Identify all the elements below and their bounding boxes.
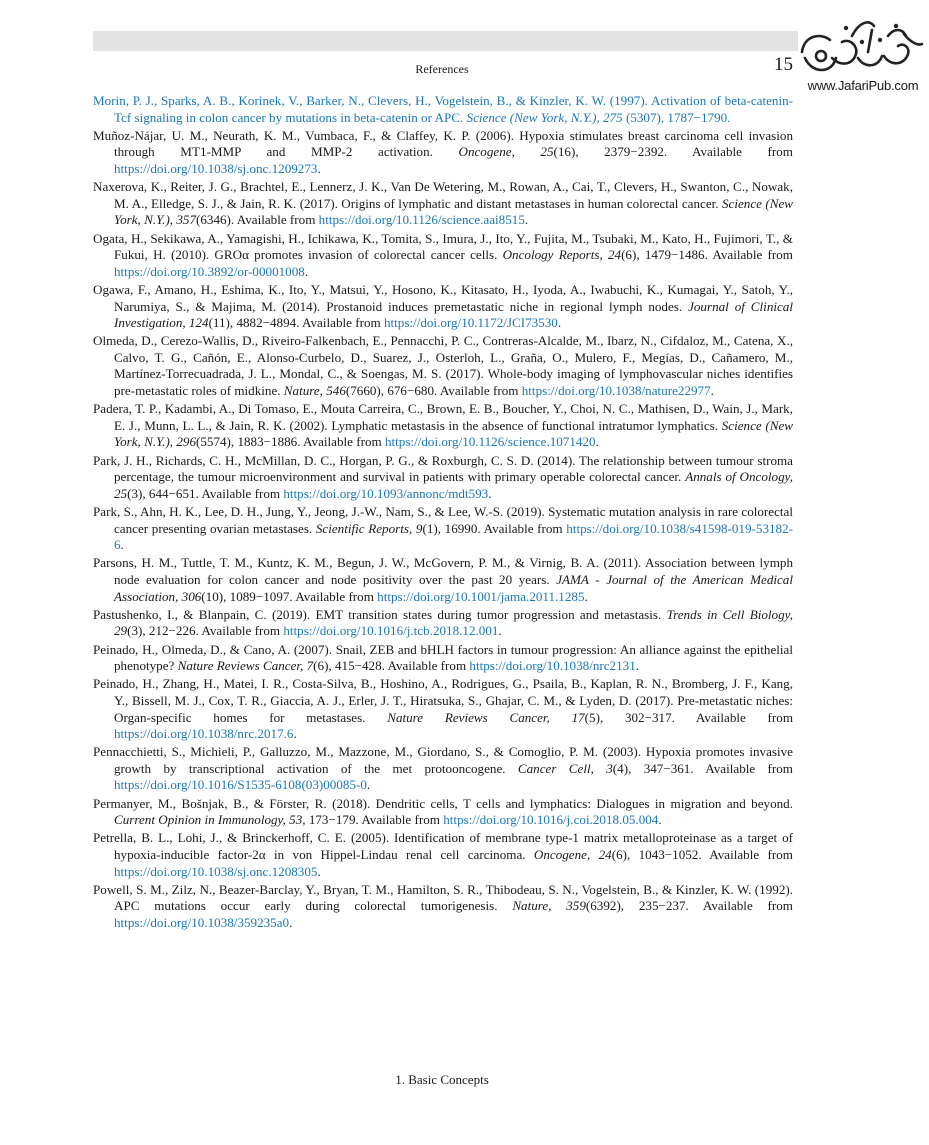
reference-authors: Muñoz-Nájar, U. M., Neurath, K. M., Vumbaca, F., & Claffey, K. P. (2006). Hypoxia stimulates breast carcinoma cell invasion through MT1-MMP and MMP-2 activation. <box>93 127 793 160</box>
reference-authors: Morin, P. J., Sparks, A. B., Korinek, V., Barker, N., Clevers, H., Vogelstein, B., & Kinzler, K. W. (1997). Activation of beta-catenin-Tcf signaling in colon cancer by mutations in beta-catenin or APC. <box>93 93 793 125</box>
page-number: 15 <box>774 54 793 75</box>
reference-doi-link[interactable]: https://doi.org/10.1038/nrc2131 <box>469 658 636 674</box>
reference-doi-link[interactable]: https://doi.org/10.1016/S1535-6108(03)00085-0 <box>114 777 367 793</box>
reference-entry: Pastushenko, I., & Blanpain, C. (2019). EMT transition states during tumor progression and metastasis. Trends in Cell Biology, 29(3), 212−226. Available from https://doi.org/10.1016/j.tcb.2018.12.001. <box>93 606 793 639</box>
reference-doi-link[interactable]: https://doi.org/10.1038/nrc.2017.6 <box>114 726 294 742</box>
reference-journal: Oncology Reports, 24 <box>502 247 622 263</box>
reference-doi-link[interactable]: https://doi.org/10.1038/s41598-019-53182-6 <box>114 520 793 553</box>
reference-authors: Permanyer, M., Bošnjak, B., & Förster, R. (2018). Dendritic cells, T cells and lymphatics: Dialogues in migration and beyond. <box>93 795 793 811</box>
reference-authors: Powell, S. M., Zilz, N., Beazer-Barclay, Y., Bryan, T. M., Hamilton, S. R., Thibodeau, S. N., Vogelstein, B., & Kinzler, K. W. (1992). APC mutations occur early during colorectal tumorigenesis. <box>93 881 793 914</box>
reference-entry: Parsons, H. M., Tuttle, T. M., Kuntz, K. M., Begun, J. W., McGovern, P. M., & Virnig, B. A. (2011). Association between lymph node evaluation for colon cancer and node positivity over the past 20 years. JAMA - Journal of the American Medical Association, 306(10), 1089−1097. Available from https://doi.org/10.1001/jama.2011.1285. <box>93 555 793 604</box>
reference-journal: Science (New York, N.Y.), 357 <box>114 195 794 228</box>
reference-journal: Nature Reviews Cancer, 17 <box>387 709 585 725</box>
reference-doi-link[interactable]: https://doi.org/10.1016/j.coi.2018.05.004 <box>443 812 659 828</box>
reference-journal: Science (New York, N.Y.), 296 <box>114 417 793 450</box>
reference-journal: Trends in Cell Biology, 29 <box>114 606 793 639</box>
running-title: References <box>415 62 469 76</box>
reference-entry: Peinado, H., Zhang, H., Matei, I. R., Costa-Silva, B., Hoshino, A., Rodrigues, G., Psaila, B., Kaplan, R. N., Bromberg, J. F., Kang, Y., Bissell, M. J., Cox, T. R., Giaccia, A. J., Erler, J. T., Hiratsuka, S., Ghajar, C. M., & Lyden, D. (2017). Pre-metastatic niches: Organ-specific homes for metastases. Nature Reviews Cancer, 17(5), 302−317. Available from https://doi.org/10.1038/nrc.2017.6. <box>93 676 794 742</box>
reference-authors: Padera, T. P., Kadambi, A., Di Tomaso, E., Mouta Carreira, C., Brown, E. B., Boucher, Y., Choi, N. C., Mathisen, D., Wain, J., Mark, E. J., Munn, L. L., & Jain, R. K. (2002). Lymphatic metastasis in the absence of functional intratumor lymphatics. <box>93 401 793 433</box>
reference-details: (1), 16990. Available from <box>422 520 567 536</box>
reference-doi-link[interactable]: https://doi.org/10.1038/sj.onc.1209273 <box>114 160 318 176</box>
reference-authors: Naxerova, K., Reiter, J. G., Brachtel, E., Lennerz, J. K., Van De Wetering, M., Rowan, A., Cai, T., Clevers, H., Swanton, C., Nowak, M. A., Elledge, S. J., & Jain, R. K. (2017). Origins of lymphatic and distant metastases in human colorectal cancer. <box>93 179 793 211</box>
reference-doi-link[interactable]: https://doi.org/10.1038/nature22977 <box>521 383 711 399</box>
reference-entry: Padera, T. P., Kadambi, A., Di Tomaso, E., Mouta Carreira, C., Brown, E. B., Boucher, Y., Choi, N. C., Mathisen, D., Wain, J., Mark, E. J., Munn, L. L., & Jain, R. K. (2002). Lymphatic metastasis in the absence of functional intratumor lymphatics. Science (New York, N.Y.), 296(5574), 1883−1886. Available from https://doi.org/10.1126/science.1071420. <box>93 401 793 450</box>
reference-authors: Ogata, H., Sekikawa, A., Yamagishi, H., Ichikawa, K., Tomita, S., Imura, J., Ito, Y., Fujita, M., Tsubaki, M., Kato, H., Fujimori, T., & Fukui, H. (2010). GROα promotes invasion of colorectal cancer cells. <box>93 230 793 263</box>
reference-entry: Pennacchietti, S., Michieli, P., Galluzzo, M., Mazzone, M., Giordano, S., & Comoglio, P. M. (2003). Hypoxia promotes invasive growth by transcriptional activation of the met protooncogene. Cancer Cell, 3(4), 347−361. Available from https://doi.org/10.1016/S1535-6108(03)00085-0. <box>93 744 793 793</box>
reference-details: (10), 1089−1097. Available from <box>201 588 378 604</box>
reference-doi-link[interactable]: https://doi.org/10.1172/JCI73530 <box>383 315 558 331</box>
reference-journal: Nature Reviews Cancer, 7 <box>177 658 314 674</box>
reference-details: (3), 212−226. Available from <box>127 623 284 639</box>
header-bar <box>93 31 798 51</box>
reference-journal: JAMA - Journal of the American Medical Association, 306 <box>114 571 793 604</box>
reference-details: (4), 347−361. Available from <box>612 760 793 776</box>
reference-details: (16), 2379−2392. Available from <box>553 144 793 160</box>
reference-authors: Olmeda, D., Cerezo-Wallis, D., Riveiro-Falkenbach, E., Pennacchi, P. C., Contreras-Alcalde, M., Ibarz, N., Cifdaloz, M., Catena, X., Calvo, T. G., Cañón, E., Alonso-Curbelo, D., Suarez, J., Osterloh, L., Graña, O., Mulero, F., Megías, D., Cañamero, M., Martínez-Torrecuadrada, J. L., Mondal, C., & Soengas, M. S. (2017). Whole-body imaging of lymphovascular niches identifies pre-metastatic roles of midkine. <box>93 333 793 399</box>
reference-authors: Ogawa, F., Amano, H., Eshima, K., Ito, Y., Matsui, Y., Hosono, K., Kitasato, H., Iyoda, A., Iwabuchi, K., Kumagai, Y., Satoh, Y., Narumiya, S., & Majima, M. (2014). Prostanoid induces premetastatic niche in regional lymph nodes. <box>93 281 793 314</box>
reference-journal: Science (New York, N.Y.), 275 <box>466 109 623 125</box>
reference-entry: Peinado, H., Olmeda, D., & Cano, A. (2007). Snail, ZEB and bHLH factors in tumour progression: An alliance against the epithelial phenotype? Nature Reviews Cancer, 7(6), 415−428. Available from https://doi.org/10.1038/nrc2131. <box>93 641 793 674</box>
reference-authors: Peinado, H., Zhang, H., Matei, I. R., Costa-Silva, B., Hoshino, A., Rodrigues, G., Psaila, B., Kaplan, R. N., Bromberg, J. F., Kang, Y., Bissell, M. J., Cox, T. R., Giaccia, A. J., Erler, J. T., Hiratsuka, S., Ghajar, C. M., & Lyden, D. (2017). Pre-metastatic niches: Organ-specific homes for metastases. <box>93 676 793 725</box>
reference-details: , 173−179. Available from <box>302 812 444 828</box>
reference-journal: Nature, 359 <box>512 898 586 914</box>
reference-authors: Park, S., Ahn, H. K., Lee, D. H., Jung, Y., Jeong, J.-W., Nam, S., & Lee, W.-S. (2019). Systematic mutation analysis in rare colorectal cancer presenting ovarian metastases. <box>93 504 793 536</box>
reference-entry <box>93 93 793 126</box>
reference-entry: Olmeda, D., Cerezo-Wallis, D., Riveiro-Falkenbach, E., Pennacchi, P. C., Contreras-Alcalde, M., Ibarz, N., Cifdaloz, M., Catena, X., Calvo, T. G., Cañón, E., Alonso-Curbelo, D., Suarez, J., Osterloh, L., Graña, O., Mulero, F., Megías, D., Cañamero, M., Martínez-Torrecuadrada, J. L., Mondal, C., & Soengas, M. S. (2017). Whole-body imaging of lymphovascular niches identifies pre-metastatic roles of midkine. Nature, 546(7660), 676−680. Available from https://doi.org/10.1038/nature22977. <box>93 333 793 399</box>
reference-authors: Parsons, H. M., Tuttle, T. M., Kuntz, K. M., Begun, J. W., McGovern, P. M., & Virnig, B. A. (2011). Association between lymph node evaluation for colon cancer and node positivity over the past 20 years. <box>93 555 793 587</box>
reference-entry: Ogawa, F., Amano, H., Eshima, K., Ito, Y., Matsui, Y., Hosono, K., Kitasato, H., Iyoda, A., Iwabuchi, K., Kumagai, Y., Satoh, Y., Narumiya, S., & Majima, M. (2014). Prostanoid induces premetastatic niche in regional lymph nodes. Journal of Clinical Investigation, 124(11), 4882−4894. Available from https://doi.org/10.1172/JCI73530. <box>93 281 793 331</box>
reference-journal: Oncogene, 25 <box>458 144 554 160</box>
reference-entry: Naxerova, K., Reiter, J. G., Brachtel, E., Lennerz, J. K., Van De Wetering, M., Rowan, A., Cai, T., Clevers, H., Swanton, C., Nowak, M. A., Elledge, S. J., & Jain, R. K. (2017). Origins of lymphatic and distant metastases in human colorectal cancer. Science (New York, N.Y.), 357(6346). Available from https://doi.org/10.1126/science.aai8515. <box>93 179 794 228</box>
reference-entry: Ogata, H., Sekikawa, A., Yamagishi, H., Ichikawa, K., Tomita, S., Imura, J., Ito, Y., Fujita, M., Tsubaki, M., Kato, H., Fujimori, T., & Fukui, H. (2010). GROα promotes invasion of colorectal cancer cells. Oncology Reports, 24(6), 1479−1486. Available from https://doi.org/10.3892/or-00001008. <box>93 230 793 279</box>
reference-authors: Peinado, H., Olmeda, D., & Cano, A. (2007). Snail, ZEB and bHLH factors in tumour progression: An alliance against the epithelial phenotype? <box>93 641 793 674</box>
reference-journal: Oncogene, 24 <box>533 847 612 863</box>
reference-details: (6346). Available from <box>196 212 319 228</box>
reference-authors: Pastushenko, I., & Blanpain, C. (2019). EMT transition states during tumor progression and metastasis. <box>93 606 667 622</box>
reference-authors: Petrella, B. L., Lohi, J., & Brinckerhoff, C. E. (2005). Identification of membrane type-1 matrix metalloproteinase as a target of hypoxia-inducible factor-2α in von Hippel-Lindau renal cell carcinoma. <box>93 830 793 863</box>
reference-entry: Park, J. H., Richards, C. H., McMillan, D. C., Horgan, P. G., & Roxburgh, C. S. D. (2014). The relationship between tumour stroma percentage, the tumour microenvironment and survival in patients with primary operable colorectal cancer. Annals of Oncology, 25(3), 644−651. Available from https://doi.org/10.1093/annonc/mdt593. <box>93 452 793 501</box>
reference-details: (6), 415−428. Available from <box>313 658 470 674</box>
reference-doi-link[interactable]: https://doi.org/10.1038/sj.onc.1208305 <box>114 863 318 879</box>
watermark-url: www.JafariPub.com <box>807 78 919 93</box>
reference-details: (5574), 1883−1886. Available from <box>196 434 385 450</box>
reference-authors: Park, J. H., Richards, C. H., McMillan, D. C., Horgan, P. G., & Roxburgh, C. S. D. (2014). The relationship between tumour stroma percentage, the tumour microenvironment and survival in patients with primary operable colorectal cancer. <box>93 452 793 485</box>
reference-details: (5), 302−317. Available from <box>584 709 794 725</box>
reference-journal: Current Opinion in Immunology, 53 <box>114 812 303 828</box>
reference-journal: Cancer Cell, 3 <box>517 760 613 776</box>
reference-doi-link[interactable]: https://doi.org/10.1093/annonc/mdt593 <box>283 485 489 501</box>
reference-doi-link[interactable]: https://doi.org/10.1001/jama.2011.1285 <box>377 588 585 604</box>
reference-authors: Pennacchietti, S., Michieli, P., Galluzzo, M., Mazzone, M., Giordano, S., & Comoglio, P. M. (2003). Hypoxia promotes invasive growth by transcriptional activation of the met protooncogene. <box>93 744 793 776</box>
reference-details: (5307), 1787−1790. <box>622 109 731 125</box>
reference-details: (7660), 676−680. Available from <box>345 383 522 399</box>
reference-details: (6), 1043−1052. Available from <box>611 847 793 863</box>
reference-entry: Powell, S. M., Zilz, N., Beazer-Barclay, Y., Bryan, T. M., Hamilton, S. R., Thibodeau, S. N., Vogelstein, B., & Kinzler, K. W. (1992). APC mutations occur early during colorectal tumorigenesis. Nature, 359(6392), 235−237. Available from https://doi.org/10.1038/359235a0. <box>93 881 793 930</box>
reference-entry: Park, S., Ahn, H. K., Lee, D. H., Jung, Y., Jeong, J.-W., Nam, S., & Lee, W.-S. (2019). Systematic mutation analysis in rare colorectal cancer presenting ovarian metastases. Scientific Reports, 9(1), 16990. Available from https://doi.org/10.1038/s41598-019-53182-6. <box>93 504 793 553</box>
reference-journal: Nature, 546 <box>283 383 346 399</box>
reference-details: (6392), 235−237. Available from <box>585 898 793 914</box>
reference-list <box>93 93 793 933</box>
reference-doi-link[interactable]: https://doi.org/10.3892/or-00001008 <box>114 263 305 279</box>
reference-details: (3), 644−651. Available from <box>127 485 284 501</box>
reference-entry: Muñoz-Nájar, U. M., Neurath, K. M., Vumbaca, F., & Claffey, K. P. (2006). Hypoxia stimulates breast carcinoma cell invasion through MT1-MMP and MMP-2 activation. Oncogene, 25(16), 2379−2392. Available from https://doi.org/10.1038/sj.onc.1209273. <box>93 127 793 176</box>
reference-entry: Permanyer, M., Bošnjak, B., & Förster, R. (2018). Dendritic cells, T cells and lymphatics: Dialogues in migration and beyond. Current Opinion in Immunology, 53, 173−179. Available from https://doi.org/10.1016/j.coi.2018.05.004. <box>93 795 793 828</box>
footer-chapter: 1. Basic Concepts <box>395 1072 489 1087</box>
reference-journal: Annals of Oncology, 25 <box>114 469 793 501</box>
reference-doi-link[interactable]: https://doi.org/10.1126/science.aai8515 <box>318 212 525 228</box>
reference-journal: Journal of Clinical Investigation, 124 <box>114 298 793 331</box>
reference-details: (11), 4882−4894. Available from <box>208 315 384 331</box>
reference-doi-link[interactable]: https://doi.org/10.1126/science.1071420 <box>384 434 596 450</box>
reference-details: (6), 1479−1486. Available from <box>621 247 793 263</box>
reference-journal: Scientific Reports, 9 <box>315 520 423 536</box>
reference-entry: Petrella, B. L., Lohi, J., & Brinckerhoff, C. E. (2005). Identification of membrane type-1 matrix metalloproteinase as a target of hypoxia-inducible factor-2α in von Hippel-Lindau renal cell carcinoma. Oncogene, 24(6), 1043−1052. Available from https://doi.org/10.1038/sj.onc.1208305. <box>93 830 793 879</box>
reference-doi-link[interactable]: https://doi.org/10.1038/359235a0 <box>114 915 290 930</box>
reference-doi-link[interactable]: https://doi.org/10.1016/j.tcb.2018.12.001 <box>283 623 499 639</box>
